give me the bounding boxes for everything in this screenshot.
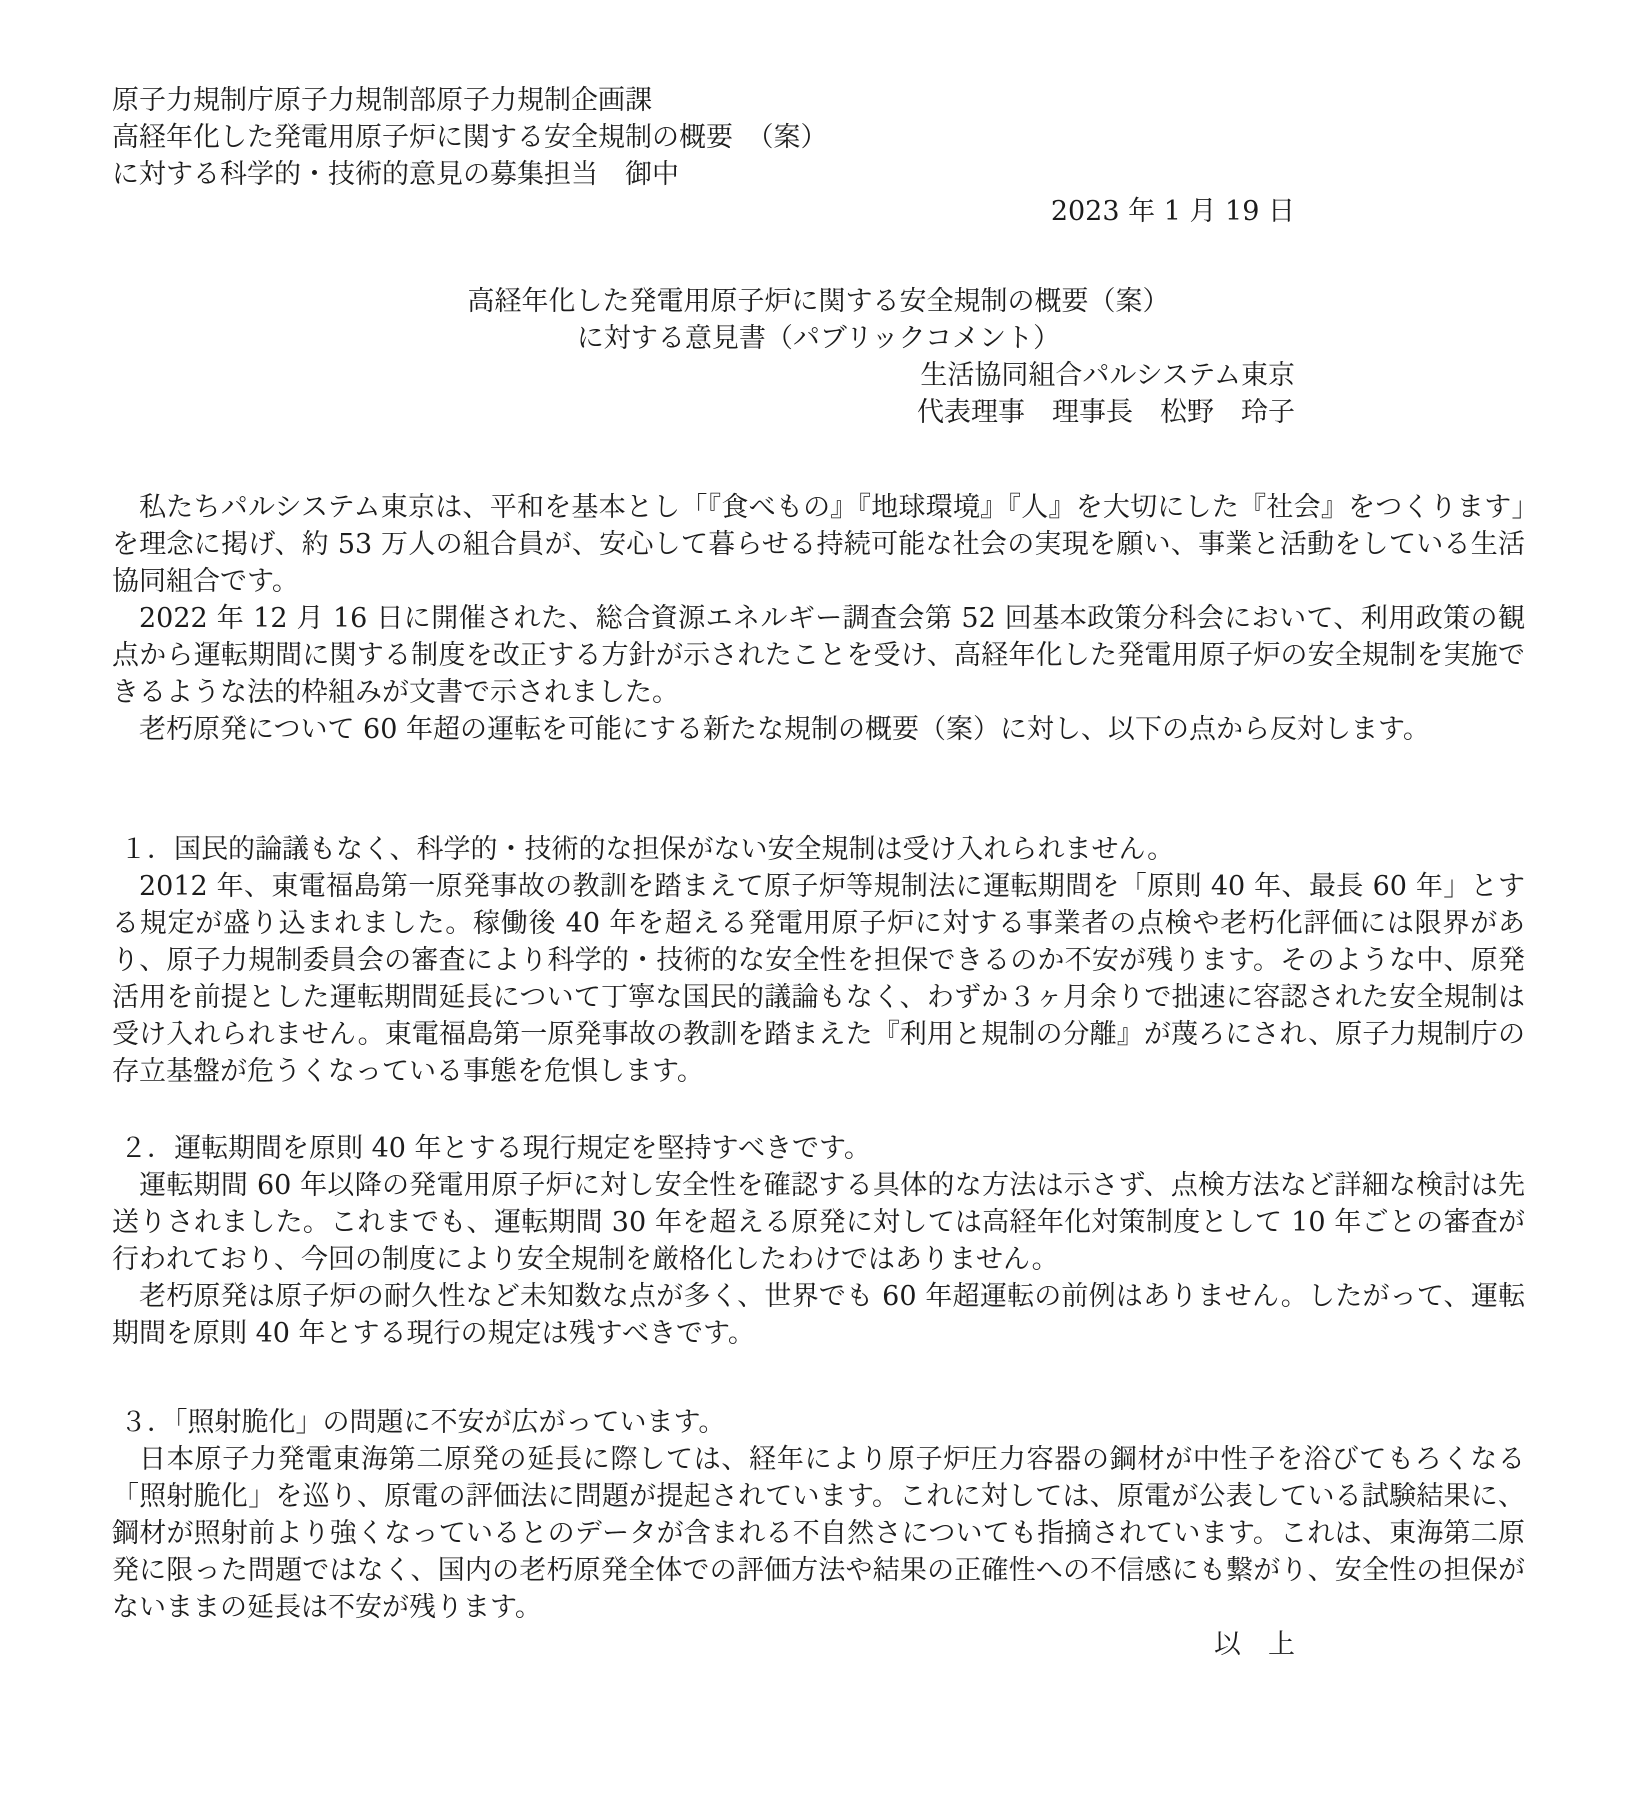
closing-mark: 以 上 — [1214, 1629, 1295, 1660]
section-3 — [112, 1404, 1525, 1626]
sender-block — [112, 357, 1525, 431]
section-1-paragraph-1: 2012 年、東電福島第一原発事故の教訓を踏まえて原子炉等規制法に運転期間を「原則 40 年、最長 60 年」とする規定が盛り込まれました。稼働後 40 年を超える発電用原子炉に対する事業者の点検や老朽化評価には限界があり、原子力規制委員会の審査により科学的・技術的な安全性を担保できるのか不安が残ります。そのような中、原発活用を前提とした運転期間延長について丁寧な国民的議論もなく、わずか３ヶ月余りで拙速に容認された安全規制は受け入れられません。東電福島第一原発事故の教訓を踏まえた『利用と規制の分離』が蔑ろにされ、原子力規制庁の存立基盤が危うくなっている事態を危惧します。 — [112, 871, 1525, 1087]
intro-paragraph-3: 老朽原発について 60 年超の運転を可能にする新たな規制の概要（案）に対し、以下の点から反対します。 — [139, 714, 1430, 745]
section-3-paragraph-1: 日本原子力発電東海第二原発の延長に際しては、経年により原子炉圧力容器の鋼材が中性子を浴びてもろくなる「照射脆化」を巡り、原電の評価法に問題が提起されています。これに対しては、原電が公表している試験結果に、鋼材が照射前より強くなっているとのデータが含まれる不自然さについても指摘されています。これは、東海第二原発に限った問題ではなく、国内の老朽原発全体での評価方法や結果の正確性への不信感にも繋がり、安全性の担保がないままの延長は不安が残ります。 — [112, 1444, 1525, 1623]
recipient-line-1: 原子力規制庁原子力規制部原子力規制企画課 — [112, 85, 652, 116]
intro-paragraph-1: 私たちパルシステム東京は、平和を基本とし「『食べもの』『地球環境』『人』を大切にした『社会』をつくります」を理念に掲げ、約 53 万人の組合員が、安心して暮らせる持続可能な社会の実現を願い、事業と活動をしている生活協同組合です。 — [112, 492, 1525, 597]
section-1 — [112, 831, 1525, 1090]
section-3-heading: ３．「照射脆化」の問題に不安が広がっています。 — [120, 1407, 726, 1438]
recipient-line-2: 高経年化した発電用原子炉に関する安全規制の概要 （案） — [112, 122, 828, 153]
title-line-2: に対する意見書（パブリックコメント） — [576, 323, 1061, 354]
section-1-heading: １．国民的論議もなく、科学的・技術的な担保がない安全規制は受け入れられません。 — [120, 834, 1175, 865]
date-line: 2023 年 1 月 19 日 — [1050, 196, 1295, 227]
recipient-block — [112, 82, 1525, 193]
section-2-heading: ２．運転期間を原則 40 年とする現行規定を堅持すべきです。 — [120, 1133, 871, 1164]
section-2-paragraph-1: 運転期間 60 年以降の発電用原子炉に対し安全性を確認する具体的な方法は示さず、点検方法など詳細な検討は先送りされました。これまでも、運転期間 30 年を超える原発に対しては高経年化対策制度として 10 年ごとの審査が行われており、今回の制度により安全規制を厳格化したわけではありません。 — [112, 1170, 1525, 1275]
section-2 — [112, 1130, 1525, 1352]
title-line-1: 高経年化した発電用原子炉に関する安全規制の概要（案） — [467, 286, 1170, 317]
sender-organization: 生活協同組合パルシステム東京 — [920, 360, 1295, 391]
sender-representative: 代表理事 理事長 松野 玲子 — [917, 397, 1295, 428]
recipient-line-3: に対する科学的・技術的意見の募集担当 御中 — [112, 159, 679, 190]
section-2-paragraph-2: 老朽原発は原子炉の耐久性など未知数な点が多く、世界でも 60 年超運転の前例はありません。したがって、運転期間を原則 40 年とする現行の規定は残すべきです。 — [112, 1281, 1525, 1349]
intro-block — [112, 489, 1525, 748]
intro-paragraph-2: 2022 年 12 月 16 日に開催された、総合資源エネルギー調査会第 52 回基本政策分科会において、利用政策の観点から運転期間に関する制度を改正する方針が示されたことを受け、高経年化した発電用原子炉の安全規制を実施できるような法的枠組みが文書で示されました。 — [112, 603, 1525, 708]
document-title — [112, 283, 1525, 357]
